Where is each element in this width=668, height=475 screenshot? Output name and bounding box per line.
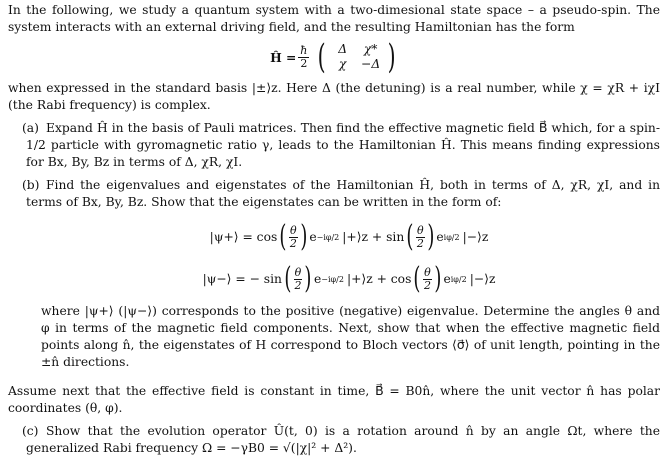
assumption-paragraph: Assume next that the effective field is constant in time, B⃗ = B0n̂, where the unit vector n̂ has polar coordinates (θ, φ). <box>8 384 660 416</box>
right-paren: ) <box>387 37 396 77</box>
part-a-label: (a) <box>22 121 39 135</box>
matrix-entry-11: Δ <box>338 42 348 56</box>
hamiltonian-matrix <box>315 37 398 77</box>
matrix-entry-22: −Δ <box>361 57 381 71</box>
part-b-text: Find the eigenvalues and eigenstates of the Hamiltonian Ĥ, both in terms of Δ, χR, χI, and in terms of Bx, By, Bz. Show that the eigenstates can be written in the form of: <box>26 178 660 209</box>
part-a <box>22 120 660 171</box>
left-paren: ( <box>318 37 326 77</box>
hbar-over-two: $\frac{ħ}{2}$ <box>300 43 308 70</box>
part-a-text: Expand Ĥ in the basis of Pauli matrices. Then find the effective magnetic field B⃗ which, for a spin-1/2 particle with gyromagnetic ratio γ, leads to the Hamiltonian Ĥ. This means finding expressions for Bx, By, Bz in terms of Δ, χR, χI. <box>26 121 660 169</box>
matrix-entry-21: χ <box>338 57 347 71</box>
part-c <box>22 423 660 457</box>
problem-page <box>8 2 660 457</box>
hamiltonian-equation <box>8 38 660 76</box>
part-b-followup: where |ψ+⟩ (|ψ−⟩) corresponds to the positive (negative) eigenvalue. Determine the angles θ and φ in terms of the magnetic field components. Next, show that when the effective magnetic field points along n̂, the eigenstates of H correspond to Bloch vectors ⟨σ⃗⟩ of unit length, pointing in the ±n̂ directions. <box>41 304 660 369</box>
part-c-text: Show that the evolution operator Û(t, 0) is a rotation around n̂ by an angle Ωt, where the generalized Rabi frequency Ω = −γB0 = √(|χ|² + Δ²). <box>26 424 660 456</box>
intro-paragraph: In the following, we study a quantum system with a two-dimesional state space – a pseudo-spin. The system interacts with an external driving field, and the resulting Hamiltonian has the form <box>8 3 660 34</box>
part-c-label: (c) <box>22 424 39 439</box>
part-b-label: (b) <box>22 178 40 192</box>
eigenstate-plus-equation: |ψ+⟩ = cos ( θ 2 ) e −iφ/2 |+⟩z + sin ( θ 2 ) e iφ/2 |−⟩z <box>209 219 489 254</box>
hamiltonian-lhs: Ĥ = <box>270 49 297 65</box>
part-b <box>22 177 660 211</box>
basis-paragraph: when expressed in the standard basis |±⟩z. Here Δ (the detuning) is a real number, while χ = χR + iχI (the Rabi frequency) is complex. <box>8 81 660 112</box>
eigenstate-minus-equation: |ψ−⟩ = − sin ( θ 2 ) e −iφ/2 |+⟩z + cos ( θ 2 ) e iφ/2 |−⟩z <box>202 261 496 296</box>
matrix-entry-12: χ* <box>363 42 378 56</box>
